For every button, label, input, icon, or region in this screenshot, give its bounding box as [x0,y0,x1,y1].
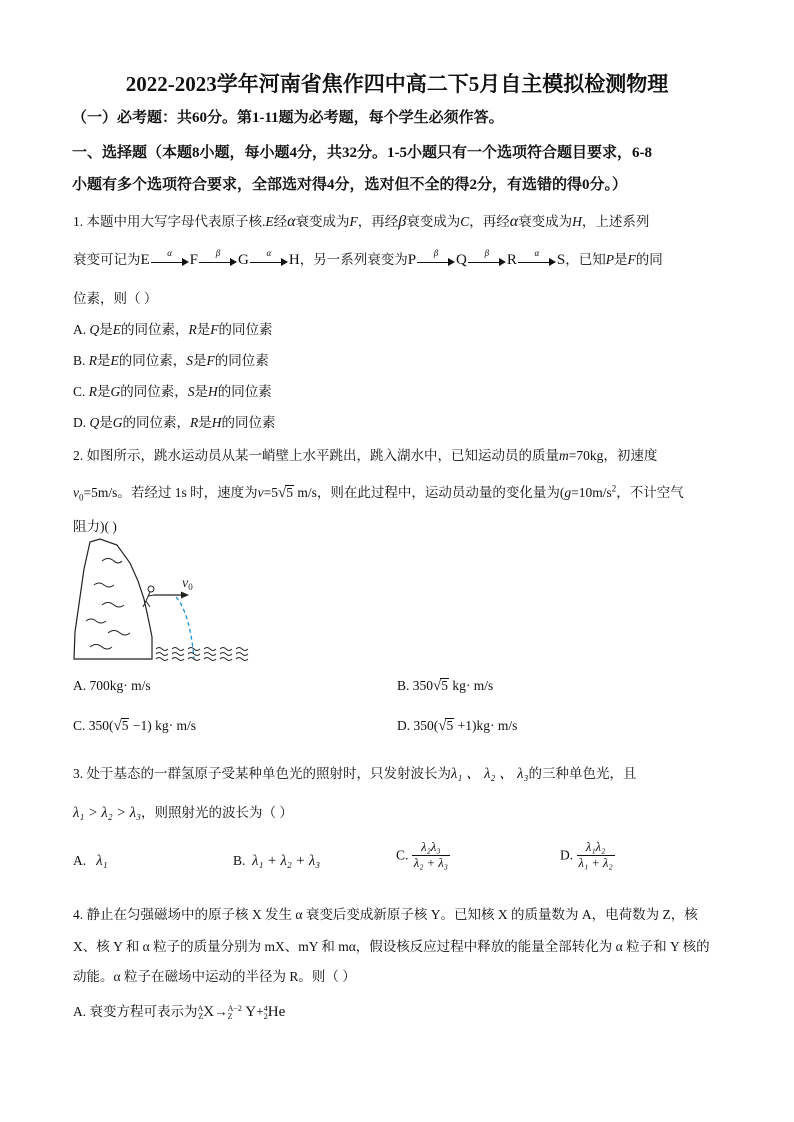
section1-instructions-line2: 小题有多个选项符合要求，全部选对得4分，选对但不全的得2分，有选错的得0分。） [72,177,628,193]
q2-line3: 阻力)( ) [73,519,117,534]
q2-option-c[interactable]: C. 350(√5 −1) kg· m/s [73,718,196,734]
q2-line2: $v_0=5m/s$。若经过 1s 时，速度为v=5√5 m/s，则在此过程中，运动员动量的变化量为($g=10m/s^2$，不计空气 [73,483,684,503]
q3-option-a[interactable]: A. λ₁ [73,853,108,869]
section-note: （一）必考题：共60分。第1-11题为必考题，每个学生必须作答。 [72,110,504,126]
q1-line3: 位素，则（ ） [73,291,158,306]
q4-line2: X、核 Y 和 α 粒子的质量分别为 mX、mY 和 mα，假设核反应过程中释放的能量全部转化为 α 粒子和 Y 核的 [73,939,710,954]
q1-line2: 衰变可记为E α F β G α H，另一系列衰变为P β Q β R α S，已知P是F的同 [73,247,663,268]
beta-decay-arrow: β [468,254,506,268]
q3-line2: λ₁ > λ₂ > λ₃，则照射光的波长为（ ） [73,805,293,821]
q2-option-b[interactable]: B. 350√5 kg· m/s [397,678,494,694]
page-title: 2022-2023学年河南省焦作四中高二下5月自主模拟检测物理 [125,72,669,96]
q1-option-c[interactable]: C. R是G的同位素，S是H的同位素 [73,384,272,399]
q3-line1: 3. 处于基态的一群氢原子受某种单色光的照射时，只发射波长为λ₁ 、 λ₂ 、 λ₃的三种单色光，且 [73,766,637,782]
q2-line1: 2. 如图所示，跳水运动员从某一峭壁上水平跳出，跳入湖水中，已知运动员的质量m=70kg，初速度 [73,448,658,463]
beta-decay-arrow: β [417,254,455,268]
beta-decay-arrow: β [199,254,237,268]
alpha-decay-arrow: α [250,254,288,268]
q1-option-b[interactable]: B. R是E的同位素，S是F的同位素 [73,353,269,368]
q3-option-b[interactable]: B. λ₁ + λ₂ + λ₃ [233,853,321,869]
alpha-decay-arrow: α [151,254,189,268]
q1-option-d[interactable]: D. Q是G的同位素，R是H的同位素 [73,415,276,430]
q2-option-d[interactable]: D. 350(√5 +1)kg· m/s [397,718,518,734]
q1-line1: 1. 本题中用大写字母代表原子核.E经α衰变成为F，再经β衰变成为C，再经α衰变成为H，上述系列 [73,213,650,230]
q4-line3: 动能。α 粒子在磁场中运动的半径为 R。则（ ） [73,969,356,984]
q4-line1: 4. 静止在匀强磁场中的原子核 X 发生 α 衰变后变成新原子核 Y。已知核 X 的质量数为 A，电荷数为 Z，核 [73,907,698,922]
q2-option-a[interactable]: A. 700kg· m/s [73,678,151,693]
q1-option-a[interactable]: A. Q是E的同位素，R是F的同位素 [73,322,273,337]
figure-v0-label: $v_0$ [182,576,193,592]
q3-option-c[interactable]: C. $\frac{\text{λ₂λ₃}}{\text{λ₂ + λ₃}}$ [396,840,448,870]
q3-option-d[interactable]: D. $\frac{\text{λ₁λ₂}}{\text{λ₁ + λ₂}}$ [560,840,613,870]
alpha-decay-arrow: α [518,254,556,268]
q4-option-a[interactable]: A. 衰变方程可表示为 A Z X→ A−2 Z Y+ 4 2 He [73,1003,286,1021]
section1-instructions-line1: 一、选择题（本题8小题，每小题4分，共32分。1-5小题只有一个选项符合题目要求，6-8 [72,145,652,161]
cliff-diver-figure [72,537,252,667]
